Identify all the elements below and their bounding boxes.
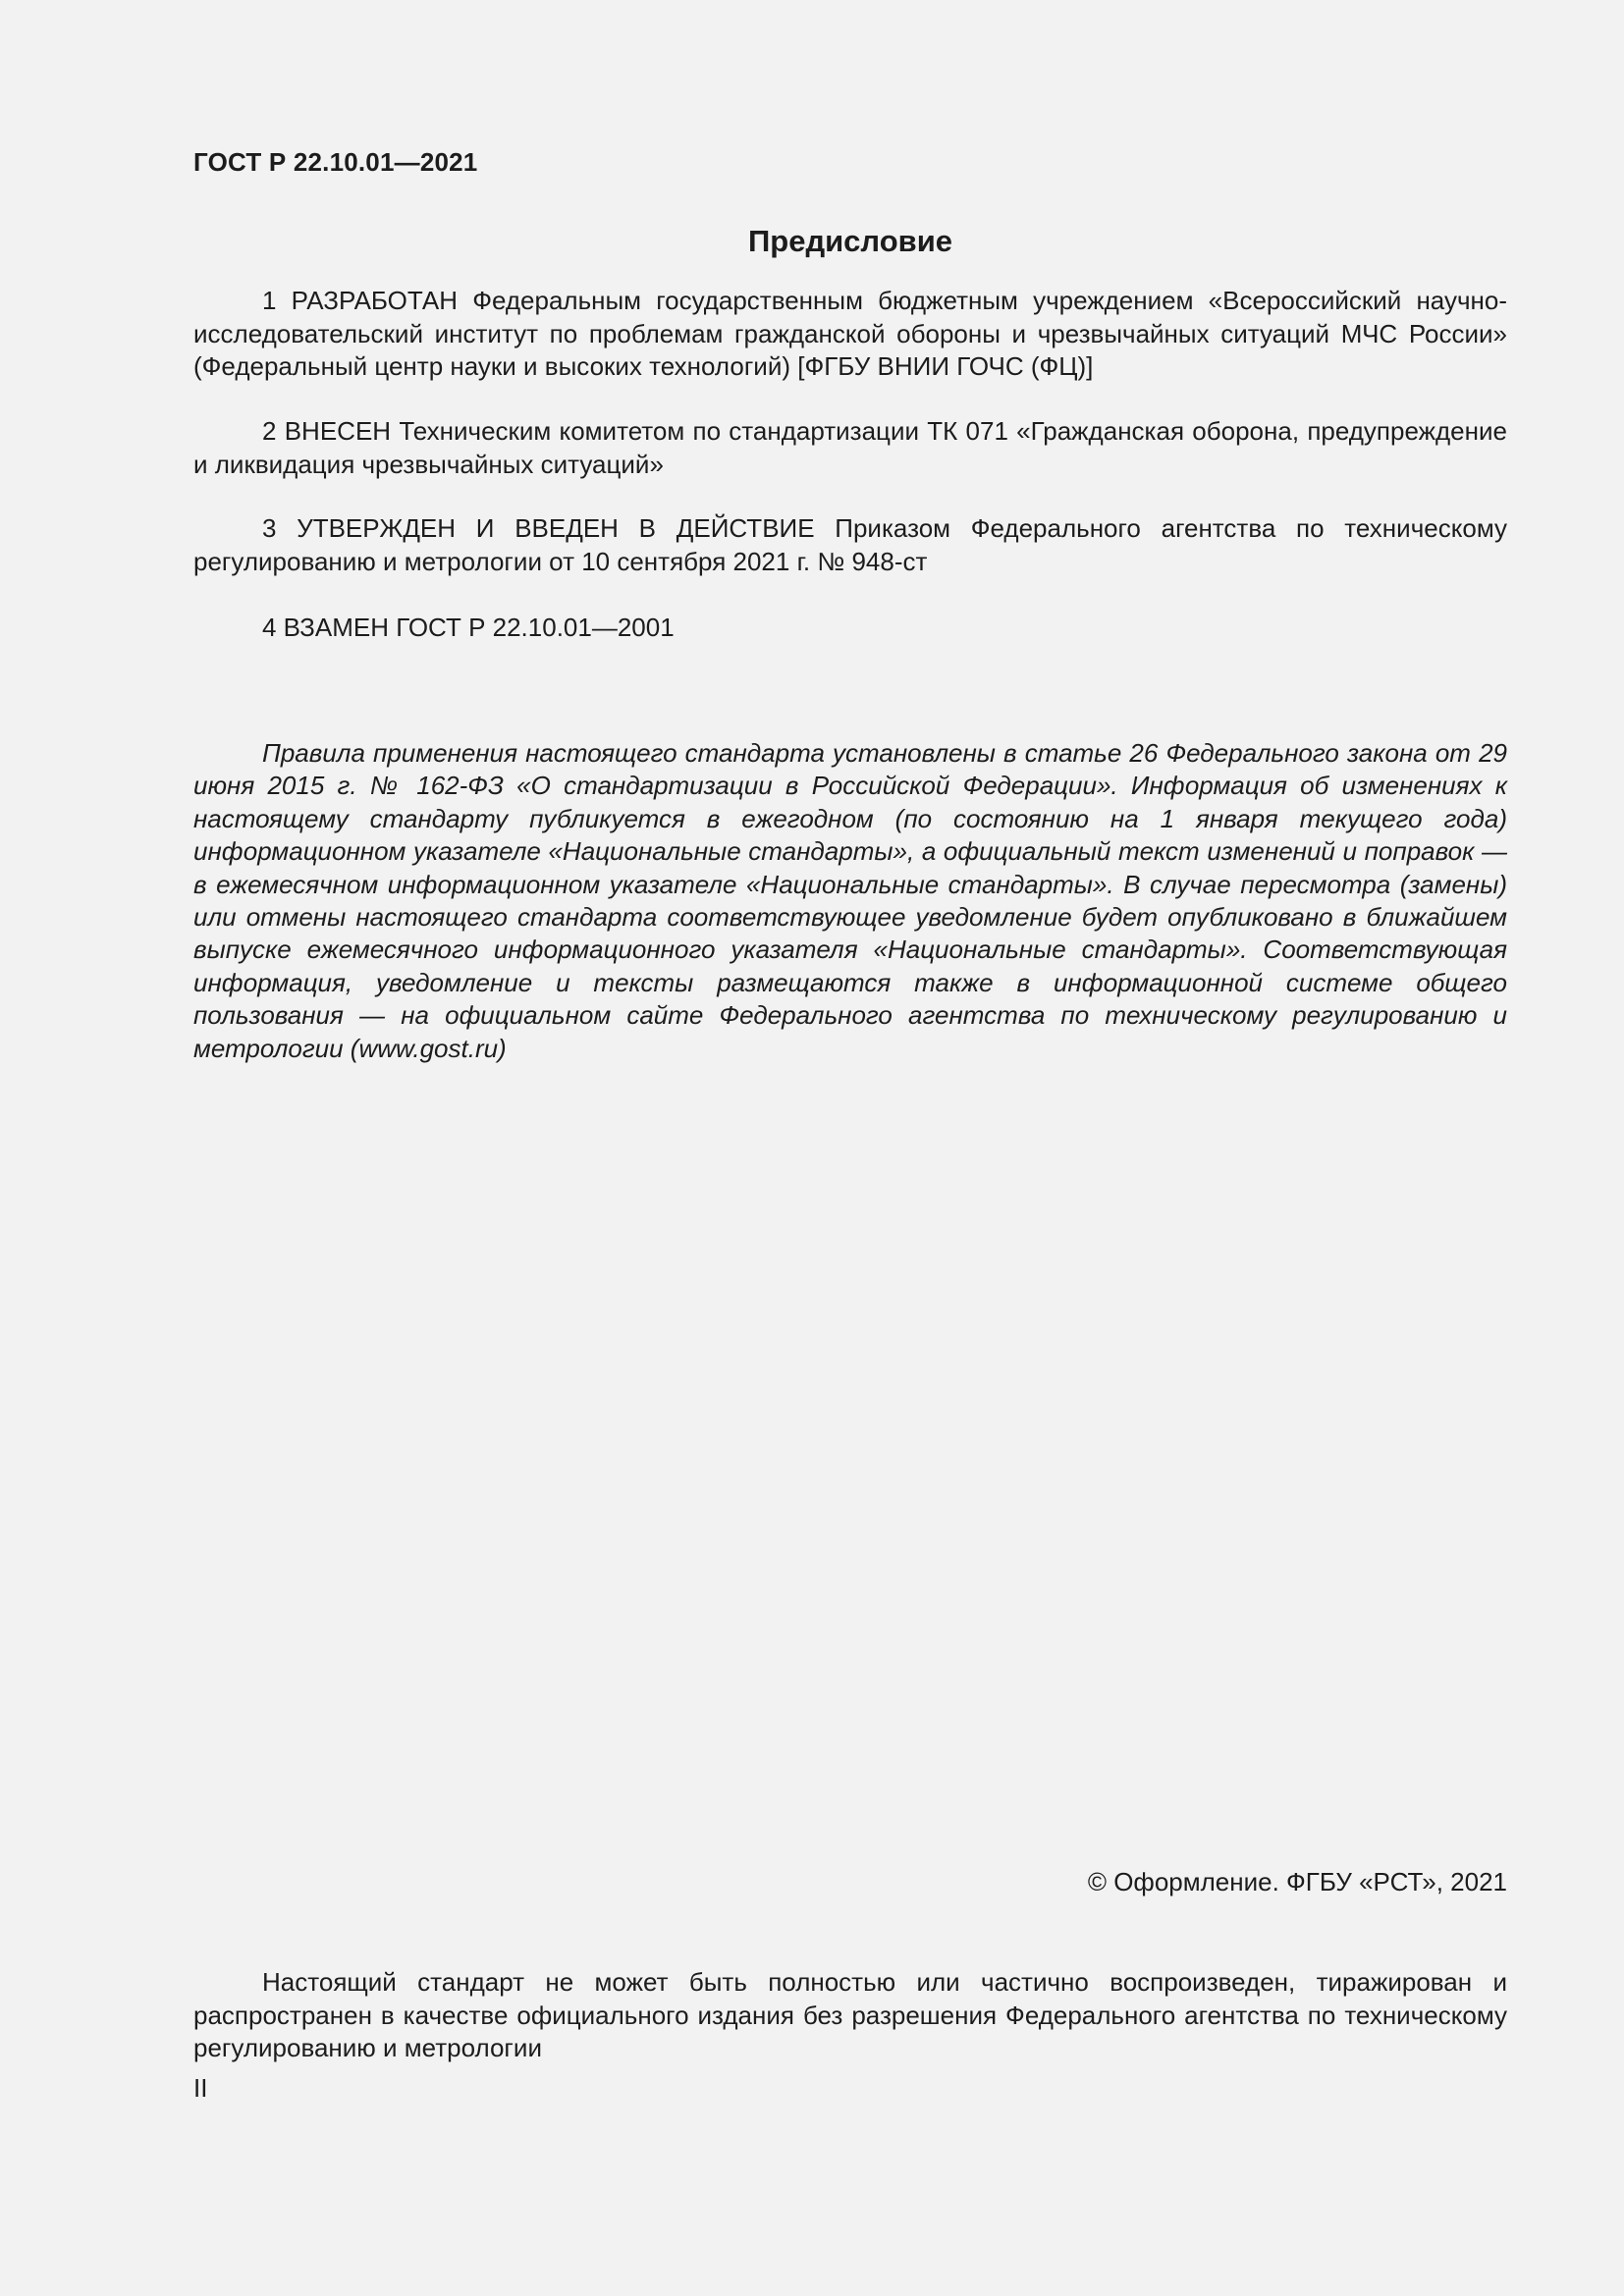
foreword-item-1: 1 РАЗРАБОТАН Федеральным государственным бюджетным учреждением «Всероссийский научно-исследовательский институт по проблемам гражданской обороны и чрезвычайных ситуаций МЧС России» (Федеральный центр науки и высоких технологий) [ФГБУ ВНИИ ГОЧС (ФЦ)] xyxy=(193,286,1507,381)
foreword-item-4: 4 ВЗАМЕН ГОСТ Р 22.10.01—2001 xyxy=(262,613,675,642)
reproduction-restriction: Настоящий стандарт не может быть полностью или частично воспроизведен, тиражирован и распространен в качестве официального издания без разрешения Федерального агентства по техническому регулированию и метрологии xyxy=(193,1967,1507,2062)
copyright-line: © Оформление. ФГБУ «РСТ», 2021 xyxy=(1087,1867,1507,1896)
page-number: II xyxy=(193,2073,208,2103)
foreword-item-3: 3 УТВЕРЖДЕН И ВВЕДЕН В ДЕЙСТВИЕ Приказом Федерального агентства по техническому регулированию и метрологии от 10 сентября 2021 г. № 948-ст xyxy=(193,513,1507,576)
document-code: ГОСТ Р 22.10.01—2021 xyxy=(193,147,478,177)
application-rules-notice: Правила применения настоящего стандарта установлены в статье 26 Федерального закона от 29 июня 2015 г. № 162-ФЗ «О стандартизации в Российской Федерации». Информация об изменениях к настоящему стандарту публикуется в ежегодном (по состоянию на 1 января текущего года) информационном указателе «Национальные стандарты», а официальный текст изменений и поправок — в ежемесячном информационном указателе «Национальные стандарты». В случае пересмотра (замены) или отмены настоящего стандарта соответствующее уведомление будет опубликовано в ближайшем выпуске ежемесячного информационного указателя «Национальные стандарты». Соответствующая информация, уведомление и тексты размещаются также в информационной системе общего пользования — на официальном сайте Федерального агентства по техническому регулированию и метрологии (www.gost.ru) xyxy=(193,738,1507,1063)
page-title: Предисловие xyxy=(747,224,952,258)
foreword-item-2: 2 ВНЕСЕН Техническим комитетом по стандартизации ТК 071 «Гражданская оборона, предупреждение и ликвидация чрезвычайных ситуаций» xyxy=(193,416,1507,479)
